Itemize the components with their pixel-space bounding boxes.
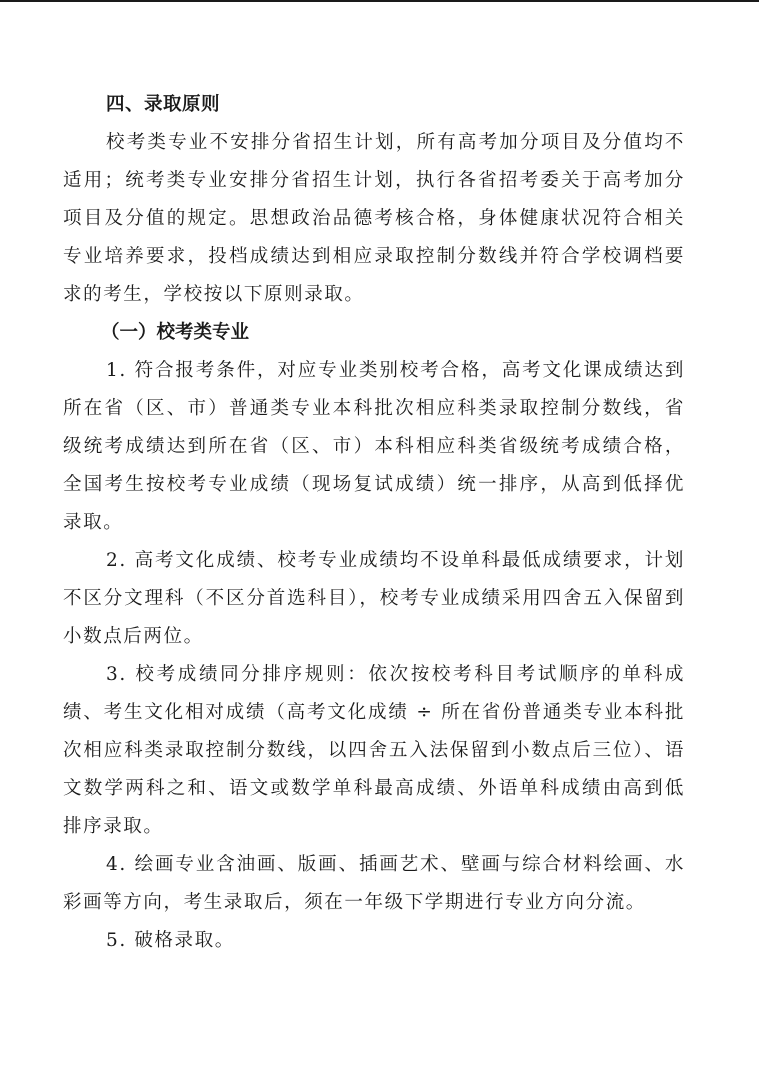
rule-item-4: 4. 绘画专业含油画、版画、插画艺术、壁画与综合材料绘画、水彩画等方向，考生录取后，须在一年级下学期进行专业方向分流。 [63, 854, 685, 913]
page-top-border [0, 0, 759, 2]
subsection-heading: （一）校考类专业 [101, 322, 250, 343]
rule-item-5: 5. 破格录取。 [106, 930, 235, 951]
intro-paragraph: 校考类专业不安排分省招生计划，所有高考加分项目及分值均不适用；统考类专业安排分省招生计划，执行各省招考委关于高考加分项目及分值的规定。思想政治品德考核合格，身体健康状况符合相关专业培养要求，投档成绩达到相应录取控制分数线并符合学校调档要求的考生，学校按以下原则录取。 [63, 132, 685, 305]
rule-item-2: 2. 高考文化成绩、校考专业成绩均不设单科最低成绩要求，计划不区分文理科（不区分首选科目），校考专业成绩采用四舍五入保留到小数点后两位。 [63, 550, 685, 647]
section-heading: 四、录取原则 [106, 94, 221, 115]
rule-item-3: 3. 校考成绩同分排序规则：依次按校考科目考试顺序的单科成绩、考生文化相对成绩（高考文化成绩 ÷ 所在省份普通类专业本科批次相应科类录取控制分数线，以四舍五入法保留到小数点后三位）、语文数学两科之和、语文或数学单科最高成绩、外语单科成绩由高到低排序录取。 [63, 664, 685, 837]
rule-item-1: 1. 符合报考条件，对应专业类别校考合格，高考文化课成绩达到所在省（区、市）普通类专业本科批次相应科类录取控制分数线，省级统考成绩达到所在省（区、市）本科相应科类省级统考成绩合格，全国考生按校考专业成绩（现场复试成绩）统一排序，从高到低择优录取。 [63, 360, 685, 533]
document-page [63, 86, 685, 960]
